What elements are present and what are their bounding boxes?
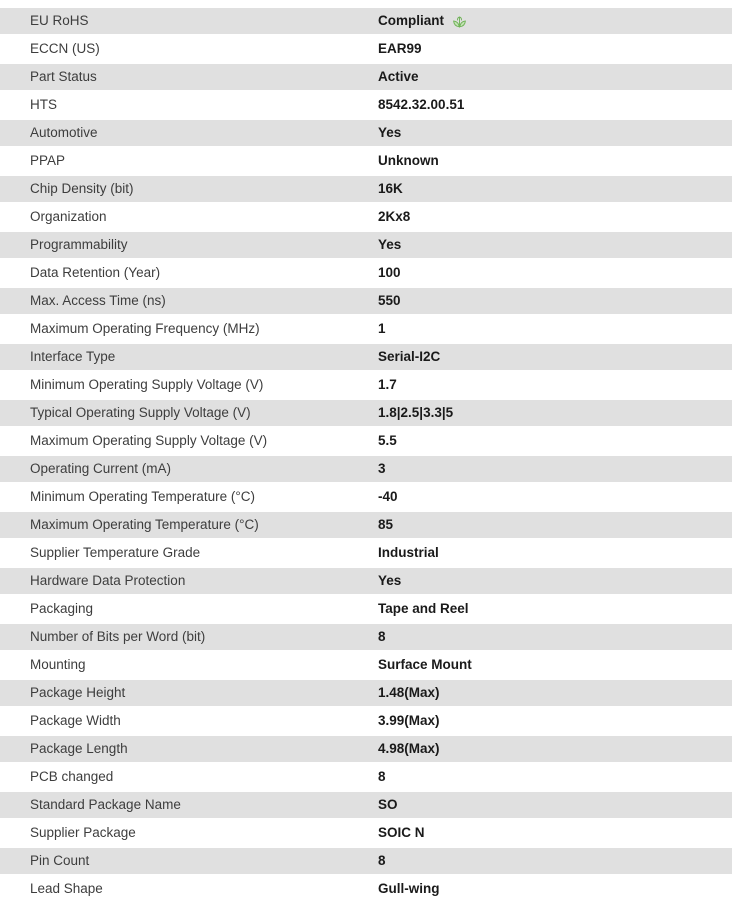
spec-label: Hardware Data Protection: [30, 573, 186, 588]
spec-value-text: Serial-I2C: [378, 349, 441, 364]
spec-label: Programmability: [30, 237, 128, 252]
spec-value: [378, 344, 732, 370]
table-row: [0, 176, 732, 202]
table-row: [0, 820, 732, 846]
spec-label: Typical Operating Supply Voltage (V): [30, 405, 251, 420]
table-row: [0, 708, 732, 734]
table-row: [0, 792, 732, 818]
spec-value: [378, 288, 732, 314]
spec-value-text: Yes: [378, 573, 402, 588]
spec-value: [378, 148, 732, 174]
spec-value-text: 3.99(Max): [378, 713, 440, 728]
leaf-icon: [452, 14, 467, 29]
table-row: [0, 232, 732, 258]
spec-label: Lead Shape: [30, 881, 103, 896]
spec-value-text: Active: [378, 69, 419, 84]
table-row: [0, 8, 732, 34]
spec-value: [378, 372, 732, 398]
table-row: [0, 260, 732, 286]
spec-value: [378, 64, 732, 90]
spec-label: Package Length: [30, 741, 128, 756]
spec-value-text: Yes: [378, 237, 402, 252]
spec-value: [378, 316, 732, 342]
spec-label: Supplier Temperature Grade: [30, 545, 201, 560]
spec-value: [378, 792, 732, 818]
spec-value-text: 2Kx8: [378, 209, 411, 224]
table-row: [0, 64, 732, 90]
spec-label: HTS: [30, 97, 57, 112]
spec-value-text: Unknown: [378, 153, 439, 168]
spec-label: Maximum Operating Temperature (°C): [30, 517, 259, 532]
spec-value-text: SOIC N: [378, 825, 425, 840]
spec-value: [378, 652, 732, 678]
spec-label: Organization: [30, 209, 107, 224]
spec-label: Minimum Operating Supply Voltage (V): [30, 377, 264, 392]
spec-label: Package Width: [30, 713, 121, 728]
table-row: [0, 652, 732, 678]
spec-value-text: 8: [378, 853, 386, 868]
spec-label: Package Height: [30, 685, 126, 700]
table-row: [0, 428, 732, 454]
spec-value: [378, 568, 732, 594]
table-row: [0, 568, 732, 594]
spec-label: Maximum Operating Frequency (MHz): [30, 321, 260, 336]
spec-value: [378, 708, 732, 734]
spec-value: [378, 400, 732, 426]
table-row: [0, 512, 732, 538]
spec-label: Number of Bits per Word (bit): [30, 629, 206, 644]
table-row: [0, 764, 732, 790]
spec-value-text: Gull-wing: [378, 881, 440, 896]
spec-value: [378, 736, 732, 762]
spec-label: Part Status: [30, 69, 97, 84]
spec-value: [378, 876, 732, 897]
spec-value-text: 550: [378, 293, 401, 308]
table-row: [0, 288, 732, 314]
spec-label: Chip Density (bit): [30, 181, 134, 196]
spec-value: [378, 820, 732, 846]
spec-label: PCB changed: [30, 769, 114, 784]
spec-value: [378, 36, 732, 62]
table-row: [0, 596, 732, 622]
spec-value: [378, 764, 732, 790]
spec-label: Pin Count: [30, 853, 90, 868]
spec-label: Packaging: [30, 601, 94, 616]
spec-value: [378, 204, 732, 230]
table-row: [0, 120, 732, 146]
spec-label: PPAP: [30, 153, 66, 168]
spec-value: [378, 232, 732, 258]
spec-value-text: Surface Mount: [378, 657, 472, 672]
spec-label: Standard Package Name: [30, 797, 181, 812]
table-row: [0, 400, 732, 426]
spec-value-text: Yes: [378, 125, 402, 140]
table-row: [0, 344, 732, 370]
spec-value: [378, 428, 732, 454]
spec-value-text: 1: [378, 321, 386, 336]
table-row: [0, 680, 732, 706]
table-row: [0, 372, 732, 398]
spec-value-text: 3: [378, 461, 386, 476]
spec-value-text: Industrial: [378, 545, 439, 560]
spec-value: [378, 848, 732, 874]
spec-value: [378, 176, 732, 202]
spec-value-text: Tape and Reel: [378, 601, 469, 616]
spec-label: Data Retention (Year): [30, 265, 161, 280]
spec-value-text: 1.7: [378, 377, 397, 392]
spec-value-text: 5.5: [378, 433, 397, 448]
spec-value: [378, 456, 732, 482]
table-row: [0, 36, 732, 62]
table-row: [0, 876, 732, 897]
spec-label: Interface Type: [30, 349, 116, 364]
spec-label: Mounting: [30, 657, 86, 672]
spec-label: Minimum Operating Temperature (°C): [30, 489, 255, 504]
spec-label: Maximum Operating Supply Voltage (V): [30, 433, 268, 448]
table-row: [0, 484, 732, 510]
spec-value-text: 16K: [378, 181, 403, 196]
spec-label: Operating Current (mA): [30, 461, 172, 476]
spec-value: [378, 120, 732, 146]
spec-label: Automotive: [30, 125, 98, 140]
spec-value: [378, 624, 732, 650]
table-row: [0, 736, 732, 762]
spec-value-text: 8542.32.00.51: [378, 97, 465, 112]
spec-value-text: -40: [378, 489, 398, 504]
spec-label: ECCN (US): [30, 41, 100, 56]
spec-value: [378, 512, 732, 538]
spec-value-text: 85: [378, 517, 394, 532]
spec-value: [378, 8, 732, 34]
spec-value-text: 4.98(Max): [378, 741, 440, 756]
spec-value: [378, 596, 732, 622]
spec-label: EU RoHS: [30, 13, 89, 28]
spec-value-text: EAR99: [378, 41, 422, 56]
spec-value: [378, 680, 732, 706]
spec-value-text: 1.48(Max): [378, 685, 440, 700]
table-row: [0, 204, 732, 230]
table-row: [0, 848, 732, 874]
spec-value-text: 8: [378, 629, 386, 644]
spec-value: [378, 484, 732, 510]
spec-value: [378, 540, 732, 566]
spec-value-text: 100: [378, 265, 401, 280]
table-row: [0, 92, 732, 118]
table-row: [0, 148, 732, 174]
spec-value-text: 1.8|2.5|3.3|5: [378, 405, 454, 420]
table-row: [0, 624, 732, 650]
table-row: [0, 456, 732, 482]
spec-label: Supplier Package: [30, 825, 136, 840]
spec-value-text: 8: [378, 769, 386, 784]
spec-value-text: Compliant: [378, 13, 444, 28]
table-row: [0, 316, 732, 342]
spec-value: [378, 92, 732, 118]
spec-value-text: SO: [378, 797, 398, 812]
spec-label: Max. Access Time (ns): [30, 293, 166, 308]
spec-value: [378, 260, 732, 286]
table-row: [0, 540, 732, 566]
